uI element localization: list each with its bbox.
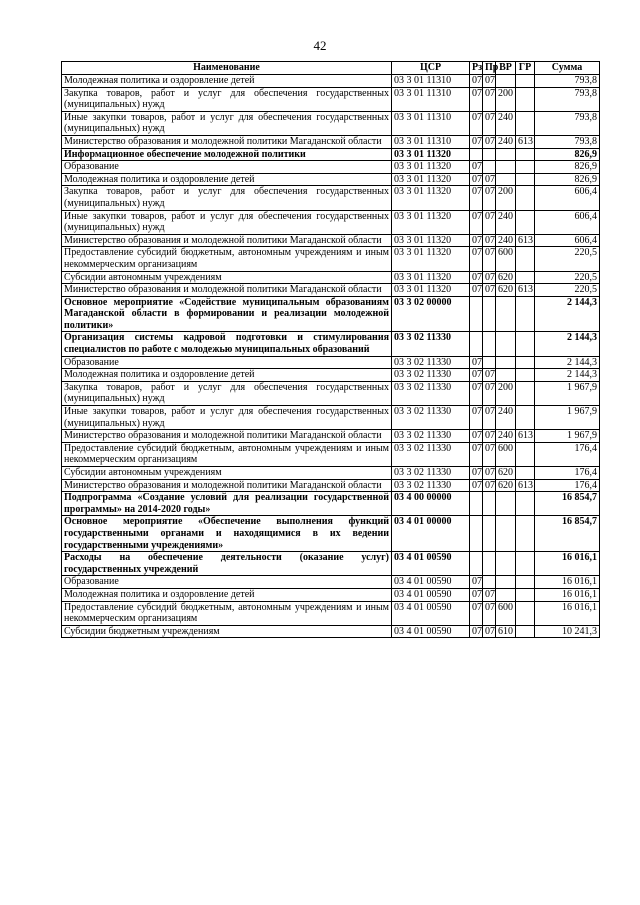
cell-name: Предоставление субсидий бюджетным, автономным учреждениям и иным некоммерческим организациям — [62, 442, 392, 466]
table-row — [62, 467, 600, 480]
cell-csr: 03 3 02 11330 — [392, 381, 470, 405]
cell-rz: 07 — [470, 75, 483, 88]
cell-csr: 03 3 02 11330 — [392, 406, 470, 430]
cell-csr: 03 4 01 00590 — [392, 552, 470, 576]
cell-pr: 07 — [483, 479, 496, 492]
cell-sum: 220,5 — [535, 271, 600, 284]
cell-csr: 03 3 02 11330 — [392, 442, 470, 466]
table-row — [62, 442, 600, 466]
cell-vr: 240 — [496, 234, 516, 247]
cell-csr: 03 3 01 11310 — [392, 111, 470, 135]
cell-pr: 07 — [483, 87, 496, 111]
cell-vr: 240 — [496, 210, 516, 234]
cell-csr: 03 3 01 11320 — [392, 210, 470, 234]
cell-vr — [496, 296, 516, 332]
cell-sum: 826,9 — [535, 148, 600, 161]
cell-name: Субсидии бюджетным учреждениям — [62, 625, 392, 638]
cell-vr: 240 — [496, 406, 516, 430]
cell-gr — [516, 516, 535, 552]
cell-csr: 03 4 01 00590 — [392, 601, 470, 625]
cell-name: Субсидии автономным учреждениям — [62, 467, 392, 480]
cell-gr — [516, 492, 535, 516]
cell-gr — [516, 148, 535, 161]
cell-vr: 600 — [496, 601, 516, 625]
cell-vr: 240 — [496, 135, 516, 148]
cell-pr: 07 — [483, 625, 496, 638]
cell-name: Образование — [62, 576, 392, 589]
page-number: 42 — [313, 38, 327, 53]
cell-gr — [516, 271, 535, 284]
cell-gr — [516, 247, 535, 271]
cell-rz — [470, 552, 483, 576]
table-row — [62, 173, 600, 186]
cell-sum: 1 967,9 — [535, 430, 600, 443]
cell-gr — [516, 87, 535, 111]
header-sum: Сумма — [535, 62, 600, 75]
cell-vr: 620 — [496, 479, 516, 492]
cell-pr: 07 — [483, 467, 496, 480]
cell-gr — [516, 111, 535, 135]
table-row — [62, 247, 600, 271]
cell-csr: 03 3 01 11320 — [392, 284, 470, 297]
cell-gr: 613 — [516, 135, 535, 148]
cell-sum: 1 967,9 — [535, 406, 600, 430]
cell-sum: 793,8 — [535, 75, 600, 88]
header-rz: Рз — [470, 62, 483, 75]
table-row — [62, 516, 600, 552]
cell-vr — [496, 588, 516, 601]
table-row — [62, 186, 600, 210]
cell-gr — [516, 296, 535, 332]
cell-gr — [516, 210, 535, 234]
cell-pr: 07 — [483, 381, 496, 405]
table-body — [62, 75, 600, 638]
cell-vr: 620 — [496, 467, 516, 480]
cell-csr: 03 4 00 00000 — [392, 492, 470, 516]
cell-rz: 07 — [470, 284, 483, 297]
cell-vr — [496, 332, 516, 356]
header-vr: ВР — [496, 62, 516, 75]
cell-rz — [470, 296, 483, 332]
cell-sum: 220,5 — [535, 284, 600, 297]
table-row — [62, 75, 600, 88]
cell-csr: 03 3 01 11310 — [392, 135, 470, 148]
table-row — [62, 625, 600, 638]
cell-rz: 07 — [470, 186, 483, 210]
cell-csr: 03 3 02 11330 — [392, 479, 470, 492]
cell-csr: 03 3 01 11320 — [392, 161, 470, 174]
budget-table — [61, 61, 600, 638]
table-row — [62, 381, 600, 405]
cell-vr — [496, 356, 516, 369]
table-row — [62, 552, 600, 576]
table-row — [62, 369, 600, 382]
table-header-row — [62, 62, 600, 75]
cell-vr — [496, 161, 516, 174]
cell-name: Министерство образования и молодежной политики Магаданской области — [62, 479, 392, 492]
cell-rz: 07 — [470, 247, 483, 271]
cell-sum: 16 016,1 — [535, 576, 600, 589]
cell-name: Министерство образования и молодежной политики Магаданской области — [62, 430, 392, 443]
cell-pr: 07 — [483, 247, 496, 271]
table-row — [62, 234, 600, 247]
cell-pr — [483, 148, 496, 161]
cell-name: Основное мероприятие «Обеспечение выполнения функций государственными органами и находящимися в их ведении государственными учреждениями» — [62, 516, 392, 552]
cell-pr — [483, 576, 496, 589]
cell-name: Молодежная политика и оздоровление детей — [62, 75, 392, 88]
cell-sum: 826,9 — [535, 173, 600, 186]
cell-gr — [516, 381, 535, 405]
table-row — [62, 479, 600, 492]
cell-vr: 600 — [496, 247, 516, 271]
cell-sum: 826,9 — [535, 161, 600, 174]
table-row — [62, 135, 600, 148]
cell-vr — [496, 492, 516, 516]
cell-pr: 07 — [483, 234, 496, 247]
cell-name: Министерство образования и молодежной политики Магаданской области — [62, 284, 392, 297]
cell-sum: 793,8 — [535, 111, 600, 135]
cell-sum: 16 016,1 — [535, 552, 600, 576]
table-row — [62, 492, 600, 516]
cell-vr: 620 — [496, 284, 516, 297]
cell-pr: 07 — [483, 601, 496, 625]
cell-sum: 176,4 — [535, 479, 600, 492]
cell-gr — [516, 186, 535, 210]
cell-name: Иные закупки товаров, работ и услуг для обеспечения государственных (муниципальных) нужд — [62, 111, 392, 135]
cell-pr — [483, 356, 496, 369]
cell-gr — [516, 625, 535, 638]
cell-vr — [496, 173, 516, 186]
table-row — [62, 356, 600, 369]
table-row — [62, 576, 600, 589]
cell-csr: 03 4 01 00590 — [392, 576, 470, 589]
cell-vr — [496, 576, 516, 589]
cell-pr — [483, 161, 496, 174]
header-pr: Пр — [483, 62, 496, 75]
cell-sum: 176,4 — [535, 442, 600, 466]
cell-pr — [483, 492, 496, 516]
cell-name: Образование — [62, 161, 392, 174]
cell-pr: 07 — [483, 271, 496, 284]
cell-gr — [516, 369, 535, 382]
cell-name: Закупка товаров, работ и услуг для обеспечения государственных (муниципальных) нужд — [62, 87, 392, 111]
cell-csr: 03 4 01 00590 — [392, 625, 470, 638]
cell-rz: 07 — [470, 356, 483, 369]
table-row — [62, 210, 600, 234]
cell-vr: 200 — [496, 381, 516, 405]
cell-name: Расходы на обеспечение деятельности (оказание услуг) государственных учреждений — [62, 552, 392, 576]
cell-gr — [516, 552, 535, 576]
cell-vr: 600 — [496, 442, 516, 466]
cell-csr: 03 3 01 11320 — [392, 173, 470, 186]
cell-vr — [496, 75, 516, 88]
cell-name: Молодежная политика и оздоровление детей — [62, 588, 392, 601]
cell-csr: 03 3 01 11320 — [392, 234, 470, 247]
cell-csr: 03 3 01 11320 — [392, 271, 470, 284]
cell-csr: 03 3 02 11330 — [392, 369, 470, 382]
cell-name: Субсидии автономным учреждениям — [62, 271, 392, 284]
cell-pr: 07 — [483, 284, 496, 297]
cell-vr — [496, 148, 516, 161]
table-row — [62, 588, 600, 601]
cell-rz — [470, 332, 483, 356]
cell-rz: 07 — [470, 135, 483, 148]
cell-pr: 07 — [483, 75, 496, 88]
cell-pr: 07 — [483, 430, 496, 443]
cell-vr — [496, 516, 516, 552]
cell-sum: 793,8 — [535, 135, 600, 148]
cell-gr — [516, 332, 535, 356]
cell-pr: 07 — [483, 406, 496, 430]
cell-rz: 07 — [470, 234, 483, 247]
cell-name: Подпрограмма «Создание условий для реализации государственной программы» на 2014-2020 годы» — [62, 492, 392, 516]
cell-rz: 07 — [470, 406, 483, 430]
cell-rz: 07 — [470, 601, 483, 625]
cell-rz: 07 — [470, 369, 483, 382]
cell-sum: 220,5 — [535, 247, 600, 271]
cell-csr: 03 3 01 11310 — [392, 87, 470, 111]
cell-vr: 620 — [496, 271, 516, 284]
cell-pr: 07 — [483, 111, 496, 135]
cell-pr: 07 — [483, 173, 496, 186]
cell-sum: 2 144,3 — [535, 296, 600, 332]
cell-rz: 07 — [470, 467, 483, 480]
cell-vr: 240 — [496, 430, 516, 443]
cell-sum: 2 144,3 — [535, 356, 600, 369]
cell-pr — [483, 516, 496, 552]
table-row — [62, 284, 600, 297]
cell-rz: 07 — [470, 479, 483, 492]
cell-pr: 07 — [483, 186, 496, 210]
cell-sum: 176,4 — [535, 467, 600, 480]
cell-pr: 07 — [483, 442, 496, 466]
cell-gr — [516, 588, 535, 601]
table-row — [62, 430, 600, 443]
cell-csr: 03 3 02 11330 — [392, 467, 470, 480]
cell-sum: 793,8 — [535, 87, 600, 111]
cell-sum: 606,4 — [535, 210, 600, 234]
cell-gr — [516, 467, 535, 480]
cell-gr — [516, 161, 535, 174]
cell-pr: 07 — [483, 588, 496, 601]
cell-gr — [516, 75, 535, 88]
cell-gr: 613 — [516, 234, 535, 247]
cell-name: Предоставление субсидий бюджетным, автономным учреждениям и иным некоммерческим организациям — [62, 247, 392, 271]
cell-csr: 03 3 01 11320 — [392, 148, 470, 161]
table-row — [62, 161, 600, 174]
cell-sum: 16 016,1 — [535, 601, 600, 625]
cell-name: Министерство образования и молодежной политики Магаданской области — [62, 234, 392, 247]
cell-name: Организация системы кадровой подготовки и стимулирования специалистов по работе с молодежью муниципальных образований — [62, 332, 392, 356]
cell-name: Информационное обеспечение молодежной политики — [62, 148, 392, 161]
cell-name: Молодежная политика и оздоровление детей — [62, 369, 392, 382]
cell-gr — [516, 576, 535, 589]
cell-name: Министерство образования и молодежной политики Магаданской области — [62, 135, 392, 148]
cell-rz: 07 — [470, 210, 483, 234]
cell-gr — [516, 601, 535, 625]
cell-sum: 16 854,7 — [535, 516, 600, 552]
cell-gr — [516, 356, 535, 369]
cell-rz: 07 — [470, 111, 483, 135]
cell-name: Закупка товаров, работ и услуг для обеспечения государственных (муниципальных) нужд — [62, 381, 392, 405]
cell-rz: 07 — [470, 625, 483, 638]
cell-pr: 07 — [483, 210, 496, 234]
table-row — [62, 601, 600, 625]
cell-csr: 03 3 02 11330 — [392, 332, 470, 356]
cell-csr: 03 3 01 11320 — [392, 186, 470, 210]
cell-sum: 16 854,7 — [535, 492, 600, 516]
cell-pr — [483, 552, 496, 576]
cell-sum: 2 144,3 — [535, 369, 600, 382]
table-row — [62, 296, 600, 332]
cell-rz: 07 — [470, 173, 483, 186]
cell-name: Иные закупки товаров, работ и услуг для обеспечения государственных (муниципальных) нужд — [62, 210, 392, 234]
header-csr: ЦСР — [392, 62, 470, 75]
cell-csr: 03 3 01 11320 — [392, 247, 470, 271]
cell-gr: 613 — [516, 479, 535, 492]
cell-rz: 07 — [470, 161, 483, 174]
cell-gr — [516, 173, 535, 186]
table-row — [62, 332, 600, 356]
cell-pr — [483, 296, 496, 332]
cell-gr — [516, 442, 535, 466]
cell-rz: 07 — [470, 381, 483, 405]
cell-csr: 03 3 01 11310 — [392, 75, 470, 88]
cell-gr: 613 — [516, 284, 535, 297]
header-gr: ГР — [516, 62, 535, 75]
table-row — [62, 111, 600, 135]
table-row — [62, 87, 600, 111]
cell-name: Молодежная политика и оздоровление детей — [62, 173, 392, 186]
cell-sum: 606,4 — [535, 186, 600, 210]
cell-gr — [516, 406, 535, 430]
cell-vr: 610 — [496, 625, 516, 638]
cell-rz: 07 — [470, 87, 483, 111]
cell-vr: 200 — [496, 186, 516, 210]
table-row — [62, 271, 600, 284]
cell-name: Предоставление субсидий бюджетным, автономным учреждениям и иным некоммерческим организациям — [62, 601, 392, 625]
cell-rz: 07 — [470, 576, 483, 589]
cell-vr: 200 — [496, 87, 516, 111]
cell-sum: 10 241,3 — [535, 625, 600, 638]
cell-csr: 03 3 02 11330 — [392, 356, 470, 369]
cell-csr: 03 4 01 00590 — [392, 588, 470, 601]
cell-sum: 606,4 — [535, 234, 600, 247]
cell-rz: 07 — [470, 442, 483, 466]
cell-csr: 03 4 01 00000 — [392, 516, 470, 552]
cell-rz: 07 — [470, 588, 483, 601]
cell-vr — [496, 552, 516, 576]
cell-pr: 07 — [483, 369, 496, 382]
cell-vr: 240 — [496, 111, 516, 135]
table-row — [62, 406, 600, 430]
cell-name: Образование — [62, 356, 392, 369]
table-row — [62, 148, 600, 161]
cell-rz: 07 — [470, 271, 483, 284]
cell-sum: 16 016,1 — [535, 588, 600, 601]
cell-name: Иные закупки товаров, работ и услуг для обеспечения государственных (муниципальных) нужд — [62, 406, 392, 430]
cell-sum: 1 967,9 — [535, 381, 600, 405]
cell-name: Основное мероприятие «Содействие муниципальным образованиям Магаданской области в формировании и реализации молодежной политики» — [62, 296, 392, 332]
cell-rz — [470, 148, 483, 161]
cell-csr: 03 3 02 00000 — [392, 296, 470, 332]
cell-pr — [483, 332, 496, 356]
cell-sum: 2 144,3 — [535, 332, 600, 356]
header-name: Наименование — [62, 62, 392, 75]
cell-name: Закупка товаров, работ и услуг для обеспечения государственных (муниципальных) нужд — [62, 186, 392, 210]
cell-gr: 613 — [516, 430, 535, 443]
cell-rz — [470, 492, 483, 516]
cell-vr — [496, 369, 516, 382]
cell-rz — [470, 516, 483, 552]
cell-csr: 03 3 02 11330 — [392, 430, 470, 443]
cell-pr: 07 — [483, 135, 496, 148]
cell-rz: 07 — [470, 430, 483, 443]
